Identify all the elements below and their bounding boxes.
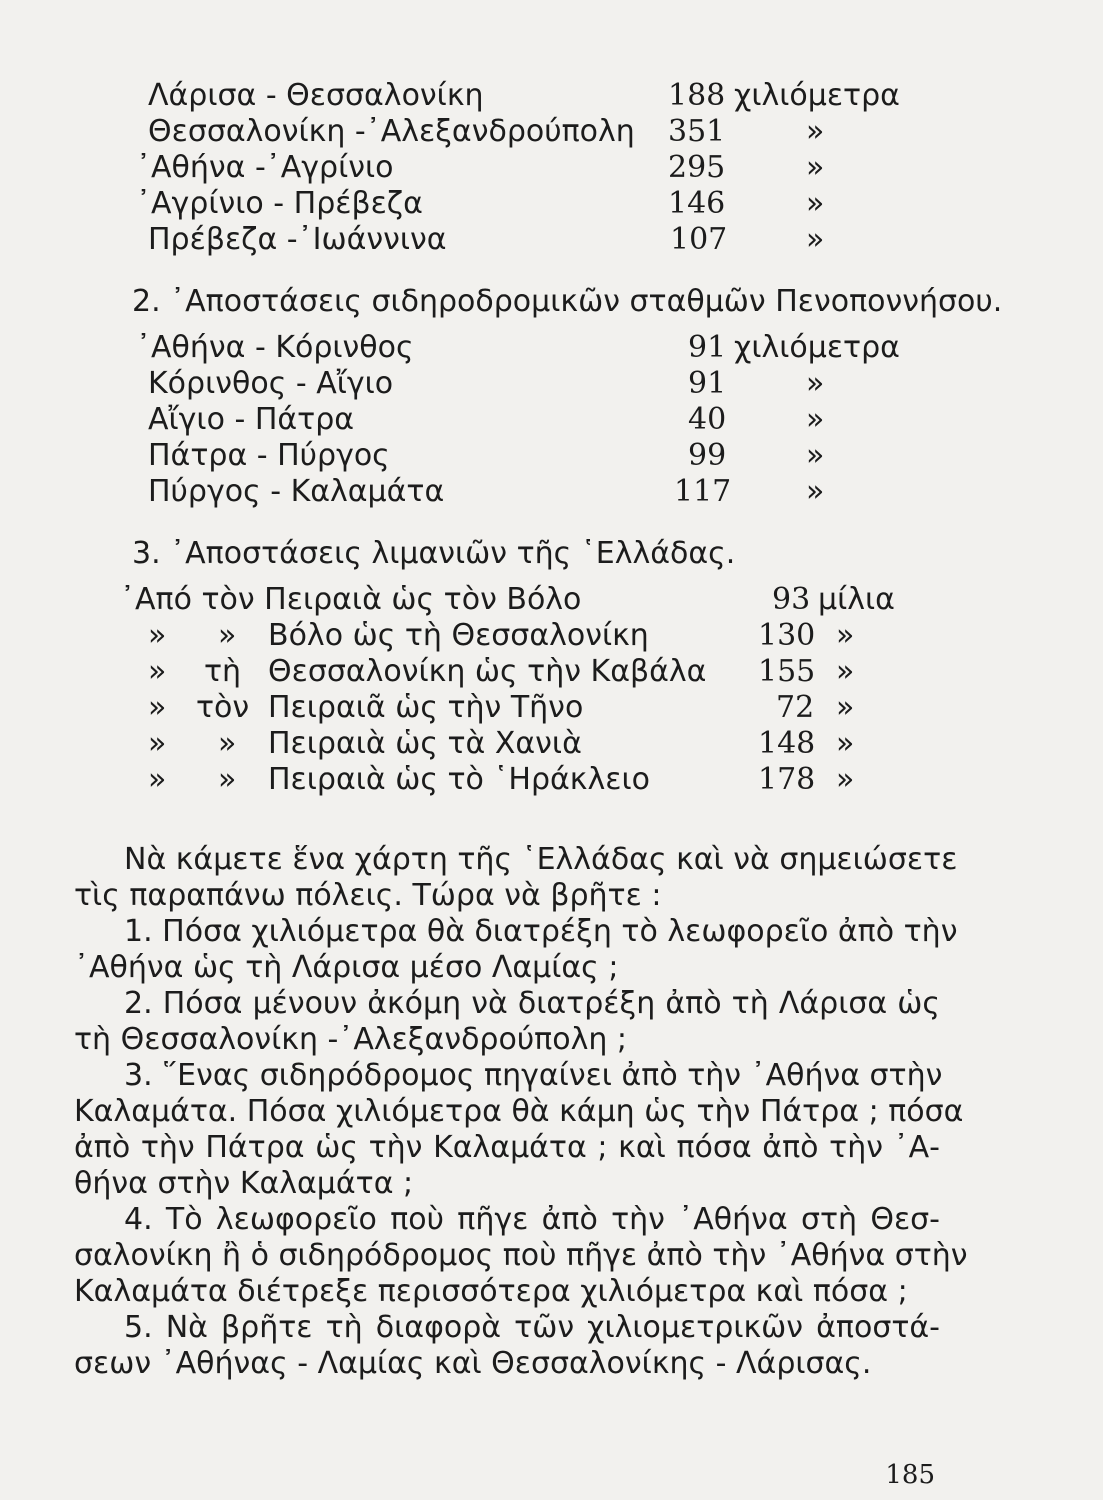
rail-km-4: 99 (688, 438, 727, 473)
port-row-4-ditto-1: » (148, 690, 167, 725)
port-row-6-route: Πειραιὰ ὡς τὸ ῾Ηράκλειο (268, 762, 650, 797)
section-3-heading: 3. ᾿Αποστάσεις λιμανιῶν τῆς ῾Ελλάδας. (132, 536, 736, 571)
road-unit-5: » (806, 222, 825, 257)
port-row-4-route: Πειραιᾶ ὡς τὴν Τῆνο (268, 690, 584, 725)
port-row-3-article: τὴ (204, 654, 242, 689)
exercise-line-3: 1. Πόσα χιλιόμετρα θὰ διατρέξη τὸ λεωφορεῖο ἀπὸ τὴν (124, 914, 958, 949)
rail-unit-4: » (806, 438, 825, 473)
port-unit-5: » (836, 726, 855, 761)
rail-unit-2: » (806, 366, 825, 401)
port-row-3-route: Θεσσαλονίκη ὡς τὴν Καβάλα (268, 654, 707, 689)
exercise-line-9: ἀπὸ τὴν Πάτρα ὡς τὴν Καλαμάτα ; καὶ πόσα ἀπὸ τὴν ᾿Α- (74, 1130, 940, 1165)
port-miles-5: 148 (758, 726, 816, 761)
exercise-line-15: σεων ᾿Αθήνας - Λαμίας καὶ Θεσσαλονίκης - Λάρισας. (74, 1346, 872, 1381)
port-unit-2: » (836, 618, 855, 653)
port-row-5-ditto-2: » (218, 726, 237, 761)
port-row-2-ditto-1: » (148, 618, 167, 653)
port-miles-3: 155 (758, 654, 816, 689)
road-route-5: Πρέβεζα -᾿Ιωάννινα (148, 222, 447, 257)
section-2-heading: 2. ᾿Αποστάσεις σιδηροδρομικῶν σταθμῶν Πενοποννήσου. (132, 284, 1003, 319)
road-route-3: ᾿Αθήνα -᾿Αγρίνιο (136, 150, 394, 185)
rail-route-3: Αἴγιο - Πάτρα (148, 402, 355, 437)
exercise-line-5: 2. Πόσα μένουν ἀκόμη νὰ διατρέξη ἀπὸ τὴ Λάρισα ὡς (124, 986, 940, 1021)
port-miles-2: 130 (758, 618, 816, 653)
port-unit-6: » (836, 762, 855, 797)
exercise-line-2: τὶς παραπάνω πόλεις. Τώρα νὰ βρῆτε : (74, 878, 662, 913)
road-km-5: 107 (670, 222, 728, 257)
exercise-line-1: Νὰ κάμετε ἕνα χάρτη τῆς ῾Ελλάδας καὶ νὰ σημειώσετε (124, 842, 958, 877)
exercise-line-12: σαλονίκη ἢ ὁ σιδηρόδρομος ποὺ πῆγε ἀπὸ τὴν ᾿Αθήνα στὴν (74, 1238, 968, 1273)
port-miles-6: 178 (758, 762, 816, 797)
exercise-line-6: τὴ Θεσσαλονίκη -᾿Αλεξανδρούπολη ; (74, 1022, 628, 1057)
page-number: 185 (885, 1460, 935, 1490)
rail-unit-1: χιλιόμετρα (734, 330, 900, 365)
exercise-line-10: θήνα στὴν Καλαμάτα ; (74, 1166, 414, 1201)
road-km-2: 351 (668, 114, 726, 149)
rail-km-3: 40 (688, 402, 727, 437)
rail-route-5: Πύργος - Καλαμάτα (148, 474, 445, 509)
road-km-4: 146 (668, 186, 726, 221)
road-unit-1: χιλιόμετρα (734, 78, 900, 113)
port-row-1-from: ᾿Από τὸν Πειραιὰ ὡς τὸν Βόλο (120, 582, 582, 617)
rail-route-2: Κόρινθος - Αἴγιο (148, 366, 394, 401)
port-miles-1: 93 (772, 582, 811, 617)
port-unit-1: μίλια (818, 582, 895, 617)
exercise-line-14: 5. Νὰ βρῆτε τὴ διαφορὰ τῶν χιλιομετρικῶν ἀποστά- (124, 1310, 940, 1345)
rail-unit-3: » (806, 402, 825, 437)
rail-km-2: 91 (688, 366, 727, 401)
road-unit-3: » (806, 150, 825, 185)
rail-route-1: ᾿Αθήνα - Κόρινθος (136, 330, 414, 365)
rail-unit-5: » (806, 474, 825, 509)
port-row-5-ditto-1: » (148, 726, 167, 761)
port-row-5-route: Πειραιὰ ὡς τὰ Χανιὰ (268, 726, 582, 761)
port-unit-3: » (836, 654, 855, 689)
exercise-line-4: ᾿Αθήνα ὡς τὴ Λάρισα μέσο Λαμίας ; (74, 950, 619, 985)
port-row-6-ditto-2: » (218, 762, 237, 797)
exercise-line-11: 4. Τὸ λεωφορεῖο ποὺ πῆγε ἀπὸ τὴν ᾿Αθήνα στὴ Θεσ- (124, 1202, 940, 1237)
rail-km-1: 91 (688, 330, 727, 365)
road-route-1: Λάρισα - Θεσσαλονίκη (148, 78, 484, 113)
road-unit-4: » (806, 186, 825, 221)
port-row-4-article: τὸν (196, 690, 250, 725)
exercise-line-13: Καλαμάτα διέτρεξε περισσότερα χιλιόμετρα καὶ πόσα ; (74, 1274, 908, 1309)
rail-route-4: Πάτρα - Πύργος (148, 438, 390, 473)
road-route-2: Θεσσαλονίκη -᾿Αλεξανδρούπολη (148, 114, 635, 149)
road-km-1: 188 (668, 78, 726, 113)
port-row-2-ditto-2: » (218, 618, 237, 653)
road-unit-2: » (806, 114, 825, 149)
road-km-3: 295 (668, 150, 726, 185)
port-row-6-ditto-1: » (148, 762, 167, 797)
port-unit-4: » (836, 690, 855, 725)
exercise-line-8: Καλαμάτα. Πόσα χιλιόμετρα θὰ κάμη ὡς τὴν Πάτρα ; πόσα (74, 1094, 964, 1129)
exercise-line-7: 3. ῞Ενας σιδηρόδρομος πηγαίνει ἀπὸ τὴν ᾿Αθήνα στὴν (124, 1058, 943, 1093)
rail-km-5: 117 (674, 474, 732, 509)
port-row-3-ditto-1: » (148, 654, 167, 689)
port-miles-4: 72 (776, 690, 815, 725)
road-route-4: ᾿Αγρίνιο - Πρέβεζα (136, 186, 423, 221)
port-row-2-route: Βόλο ὡς τὴ Θεσσαλονίκη (268, 618, 649, 653)
